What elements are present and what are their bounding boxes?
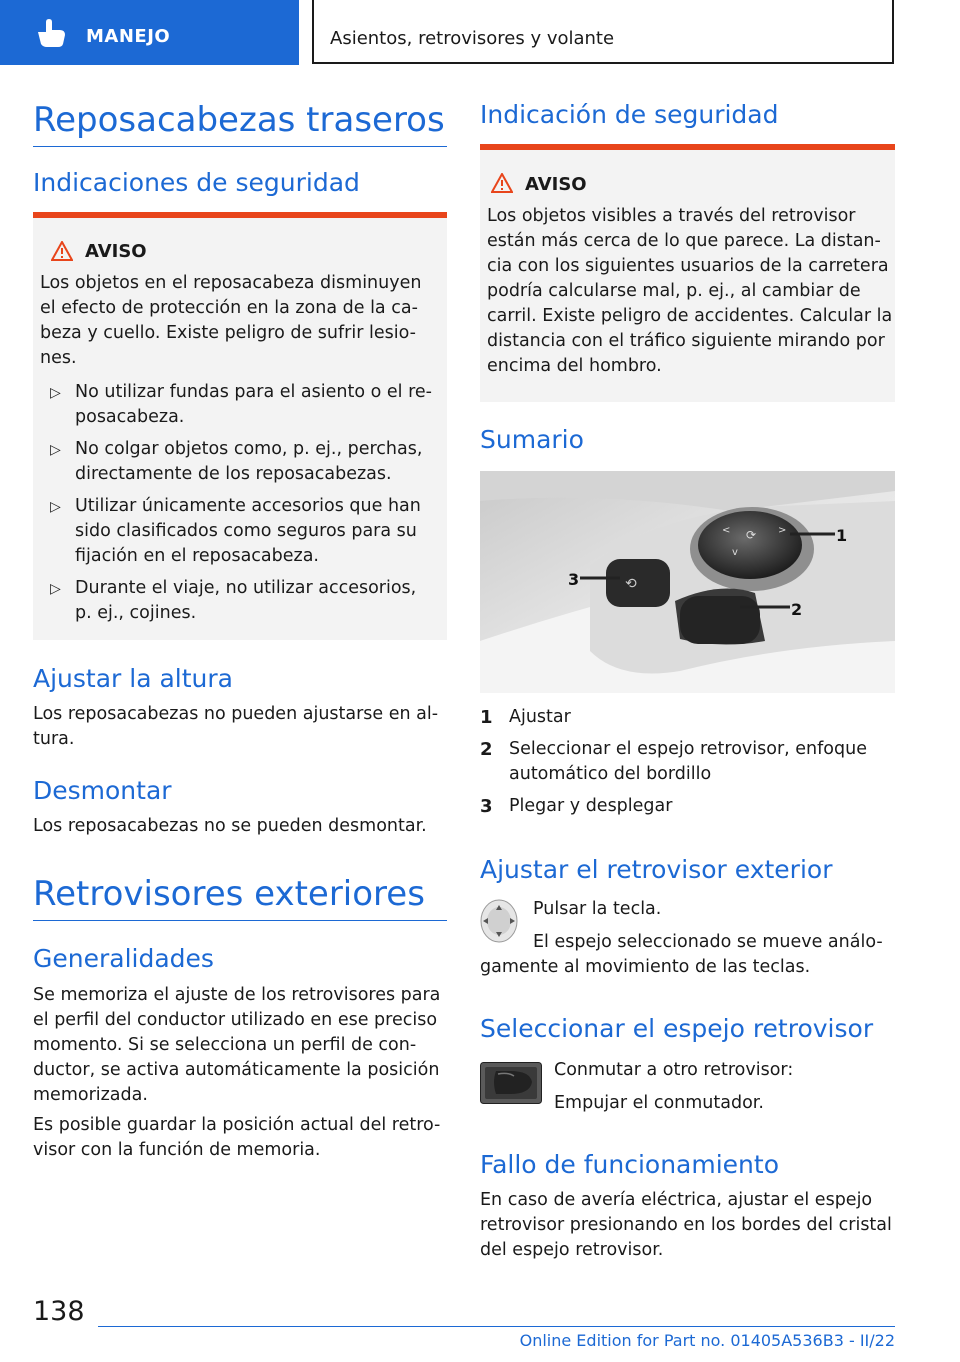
section-tab: [0, 0, 299, 65]
mirror-controls-illustration: [480, 471, 895, 693]
heading-reposacabezas: Reposacabezas traseros: [33, 100, 445, 140]
callout-1: 1: [836, 526, 848, 545]
paragraph-height: Los reposacabezas no pueden ajustarse en al- tura.: [33, 704, 439, 749]
subheading-general: Generalidades: [33, 944, 214, 973]
subheading-malfunction: Fallo de funcionamiento: [480, 1150, 779, 1179]
mirror-adjust-button-icon: [480, 899, 518, 943]
legend-number: 3: [480, 796, 493, 817]
warning-text: Los objetos en el reposacabeza disminuyen el efecto de protección en la zona de la ca- beza y cuello. Existe peligro de sufrir lesio- nes.: [40, 273, 422, 368]
subheading-safety-notes: Indicaciones de seguridad: [33, 168, 360, 197]
footer-edition: Online Edition for Part no. 01405A536B3 - II/22: [519, 1331, 895, 1350]
subheading-remove: Desmontar: [33, 776, 172, 805]
warning-triangle-icon: [491, 173, 513, 193]
legend-text: Plegar y desplegar: [509, 796, 673, 816]
bullet-item: Utilizar únicamente accesorios que han sido clasificados como seguros para su fijación en el reposacabeza.: [75, 496, 421, 566]
svg-text:<: <: [722, 525, 731, 536]
subheading-summary: Sumario: [480, 425, 584, 454]
mirror-controls-photo: [480, 471, 895, 693]
steering-hand-icon: [32, 18, 68, 48]
adjust-step-2-cont: gamente al movimiento de las teclas.: [480, 957, 811, 977]
heading-mirrors: Retrovisores exteriores: [33, 874, 425, 914]
chapter-label: Asientos, retrovisores y volante: [330, 28, 615, 49]
warning-box-mirror: [480, 144, 895, 402]
subheading-safety-note: Indicación de seguridad: [480, 100, 779, 129]
heading-rule: [33, 920, 447, 921]
svg-text:v: v: [732, 547, 738, 558]
bullet-icon: ▷: [50, 442, 61, 458]
paragraph-remove: Los reposacabezas no se pueden desmontar.: [33, 816, 427, 836]
legend-number: 1: [480, 707, 493, 728]
svg-text:>: >: [778, 525, 787, 536]
legend-text: Ajustar: [509, 707, 571, 727]
legend-number: 2: [480, 739, 493, 760]
warning-bar: [33, 212, 447, 218]
mirror-select-switch-icon: [480, 1062, 542, 1104]
adjust-step-1: Pulsar la tecla.: [533, 899, 662, 919]
bullet-item: Durante el viaje, no utilizar accesorios, p. ej., cojines.: [75, 578, 417, 623]
bullet-icon: ▷: [50, 385, 61, 401]
warning-text: Los objetos visibles a través del retrovisor están más cerca de lo que parece. La distan- cia con los siguientes usuarios de la carretera podría calcularse mal, p. ej., al cambiar de carril. Existe peligro de accidentes. Calcular la distancia con el tráfico siguiente mirando por encima del hombro.: [487, 206, 893, 376]
paragraph-memory: Es posible guardar la posición actual del retro- visor con la función de memoria.: [33, 1115, 441, 1160]
heading-rule: [33, 146, 447, 147]
bullet-icon: ▷: [50, 581, 61, 597]
subheading-adjust-mirror: Ajustar el retrovisor exterior: [480, 855, 833, 884]
footer-rule: [98, 1326, 895, 1327]
subheading-select-mirror: Seleccionar el espejo retrovisor: [480, 1014, 874, 1043]
callout-3: 3: [568, 570, 580, 589]
warning-label: AVISO: [525, 174, 587, 195]
paragraph-malfunction: En caso de avería eléctrica, ajustar el espejo retrovisor presionando en los bordes del cristal del espejo retrovisor.: [480, 1190, 892, 1260]
page-number: 138: [33, 1296, 85, 1327]
paragraph-general: Se memoriza el ajuste de los retrovisores para el perfil del conductor utilizado en ese preciso momento. Si se selecciona un perfil de con- ductor, se activa automáticamente la posición memorizada.: [33, 985, 441, 1105]
callout-2: 2: [791, 600, 803, 619]
bullet-icon: ▷: [50, 499, 61, 515]
bullet-item: No colgar objetos como, p. ej., perchas, directamente de los reposacabezas.: [75, 439, 423, 484]
select-step-2: Empujar el conmutador.: [554, 1093, 764, 1113]
chapter-tab: [312, 0, 894, 64]
warning-triangle-icon: [51, 241, 73, 261]
warning-box-headrest: [33, 212, 447, 640]
warning-label: AVISO: [85, 241, 147, 262]
section-label: MANEJO: [86, 26, 171, 47]
subheading-height: Ajustar la altura: [33, 664, 233, 693]
legend-text: Seleccionar el espejo retrovisor, enfoque automático del bordillo: [509, 739, 867, 784]
bullet-item: No utilizar fundas para el asiento o el re- posacabeza.: [75, 382, 432, 427]
svg-text:⟳: ⟳: [746, 528, 757, 542]
adjust-step-2: El espejo seleccionado se mueve análo-: [533, 932, 883, 952]
svg-text:⟲: ⟲: [625, 576, 637, 592]
warning-bar: [480, 144, 895, 150]
select-step-1: Conmutar a otro retrovisor:: [554, 1060, 794, 1080]
